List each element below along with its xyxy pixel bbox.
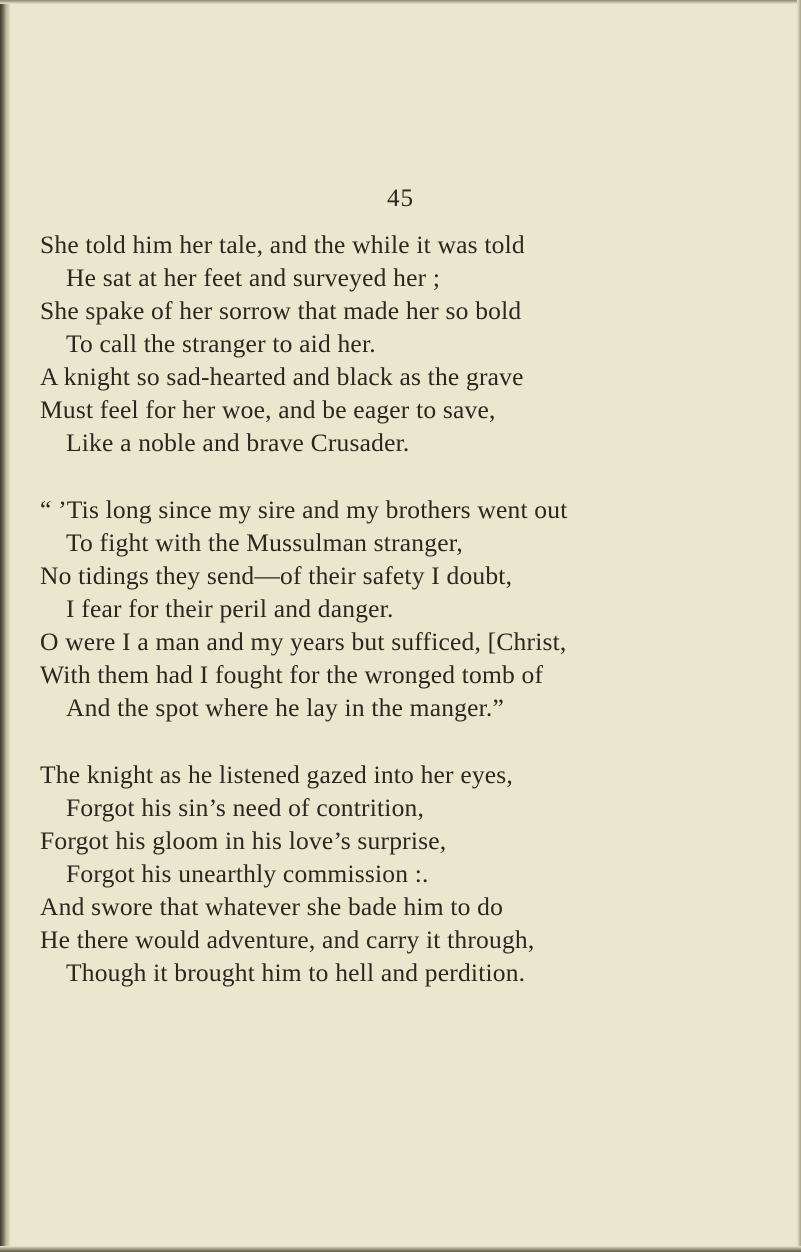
poem-line: Forgot his gloom in his love’s surprise,: [40, 826, 447, 855]
poem-line: He there would adventure, and carry it through,: [40, 925, 535, 954]
page-top-edge: [0, 0, 801, 4]
page-bottom-edge: [0, 1246, 801, 1252]
poem-line: She spake of her sorrow that made her so bold: [40, 296, 522, 325]
poem-line: “ ’Tis long since my sire and my brothers went out: [40, 495, 568, 524]
stanza-1: [40, 228, 780, 459]
poem-line: Forgot his sin’s need of contrition,: [66, 793, 425, 822]
poem-line: And the spot where he lay in the manger.”: [66, 693, 505, 722]
page-number: 45: [387, 185, 414, 212]
poem-line: She told him her tale, and the while it was told: [40, 230, 525, 259]
poem-line: He sat at her feet and surveyed her ;: [66, 263, 441, 292]
stanza-3: [40, 758, 780, 989]
poem-line: Forgot his unearthly commission :.: [66, 859, 429, 888]
poem-line: The knight as he listened gazed into her eyes,: [40, 760, 514, 789]
poem-line: A knight so sad-hearted and black as the grave: [40, 362, 524, 391]
poem-line: And swore that whatever she bade him to do: [40, 892, 504, 921]
poem-line: With them had I fought for the wronged tomb of: [40, 660, 544, 689]
poem-line: O were I a man and my years but sufficed, [Christ,: [40, 627, 567, 656]
poem-line: Though it brought him to hell and perdition.: [66, 958, 526, 987]
poem-line: Must feel for her woe, and be eager to save,: [40, 395, 496, 424]
poem-line: Like a noble and brave Crusader.: [66, 428, 410, 457]
poem-line: No tidings they send—of their safety I doubt,: [40, 561, 513, 590]
stanza-2: [40, 493, 780, 724]
poem-line: To fight with the Mussulman stranger,: [66, 528, 463, 557]
poem-line: I fear for their peril and danger.: [66, 594, 394, 623]
poem-body: [40, 228, 780, 1023]
poem-line: To call the stranger to aid her.: [66, 329, 376, 358]
